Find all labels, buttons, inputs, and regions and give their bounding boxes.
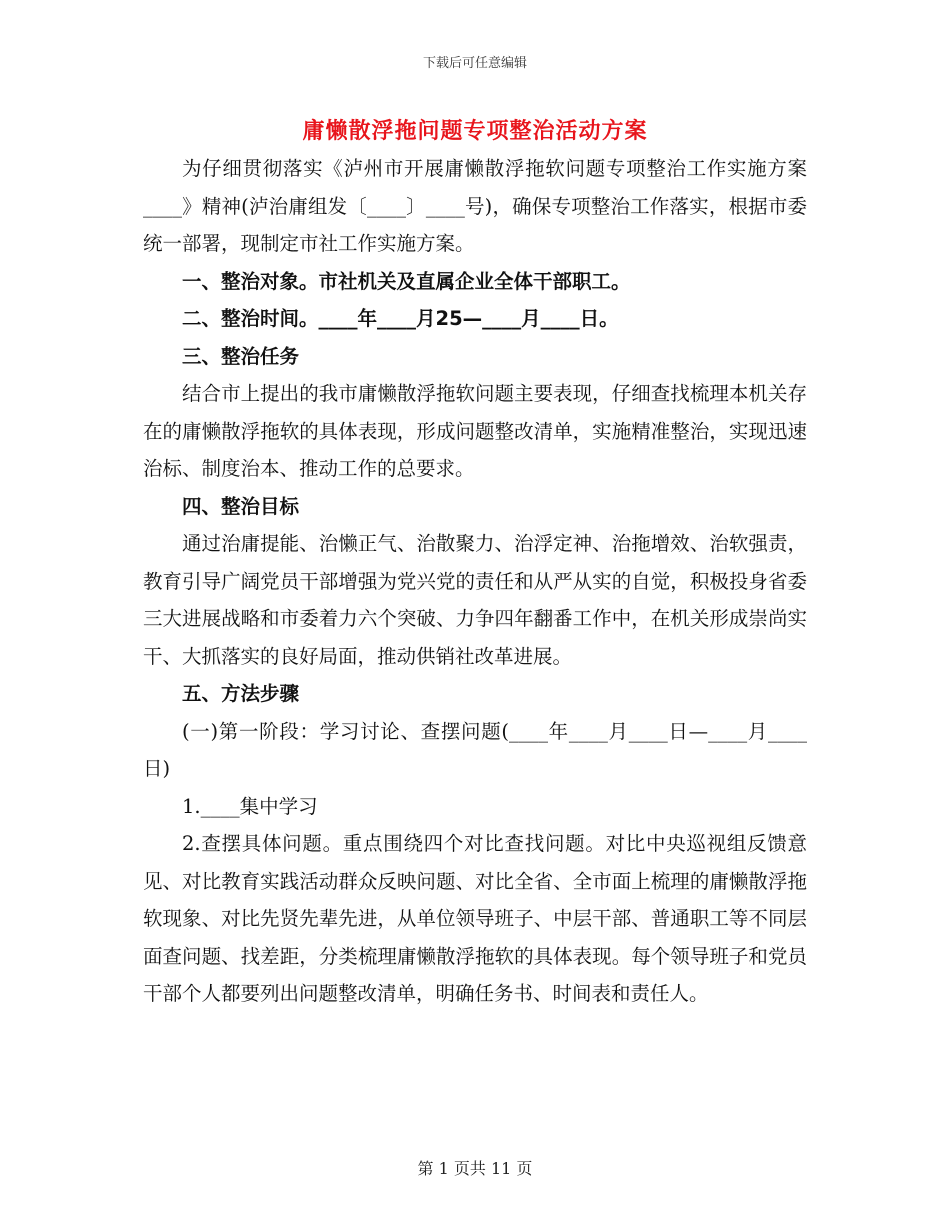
document-title: 庸懒散浮拖问题专项整治活动方案 bbox=[302, 118, 648, 144]
page-header-note: 下载后可任意编辑 bbox=[422, 56, 527, 71]
step-1-paragraph: (一)第一阶段：学习讨论、查摆问题(____年____月____日—____月____日) bbox=[143, 719, 807, 780]
section-1-heading: 一、整治对象。市社机关及直属企业全体干部职工。 bbox=[182, 269, 631, 293]
section-3-body: 结合市上提出的我市庸懒散浮拖软问题主要表现，仔细查找梳理本机关存在的庸懒散浮拖软的具体表现，形成问题整改清单，实施精准整治，实现迅速治标、制度治本、推动工作的总要求。 bbox=[143, 382, 807, 480]
section-5-heading: 五、方法步骤 bbox=[182, 682, 300, 705]
document-body bbox=[143, 150, 807, 1013]
section-4-heading: 四、整治目标 bbox=[182, 494, 300, 518]
item-2-paragraph: 2.查摆具体问题。重点围绕四个对比查找问题。对比中央巡视组反馈意见、对比教育实践活动群众反映问题、对比全省、全市面上梳理的庸懒散浮拖软现象、对比先贤先辈先进，从单位领导班子、中层干部、普通职工等不同层面查问题、找差距，分类梳理庸懒散浮拖软的具体表现。每个领导班子和党员干部个人都要列出问题整改清单，明确任务书、时间表和责任人。 bbox=[143, 832, 807, 1005]
intro-paragraph: 为仔细贯彻落实《泸州市开展庸懒散浮拖软问题专项整治工作实施方案____》精神(泸治庸组发〔____〕____号)，确保专项整治工作落实，根据市委统一部署，现制定市社工作实施方案。 bbox=[143, 157, 807, 255]
section-2-heading: 二、整治时间。____年____月25—____月____日。 bbox=[182, 307, 619, 330]
item-1-paragraph: 1.____集中学习 bbox=[182, 794, 318, 818]
section-3-heading: 三、整治任务 bbox=[182, 344, 300, 368]
section-4-body: 通过治庸提能、治懒正气、治散聚力、治浮定神、治拖增效、治软强责，教育引导广阔党员干部增强为党兴党的责任和从严从实的自觉，积极投身省委三大进展战略和市委着力六个突破、力争四年翻番工作中，在机关形成崇尚实干、大抓落实的良好局面，推动供销社改革进展。 bbox=[143, 532, 807, 668]
page-footer-number: 第 1 页共 11 页 bbox=[417, 1159, 533, 1178]
